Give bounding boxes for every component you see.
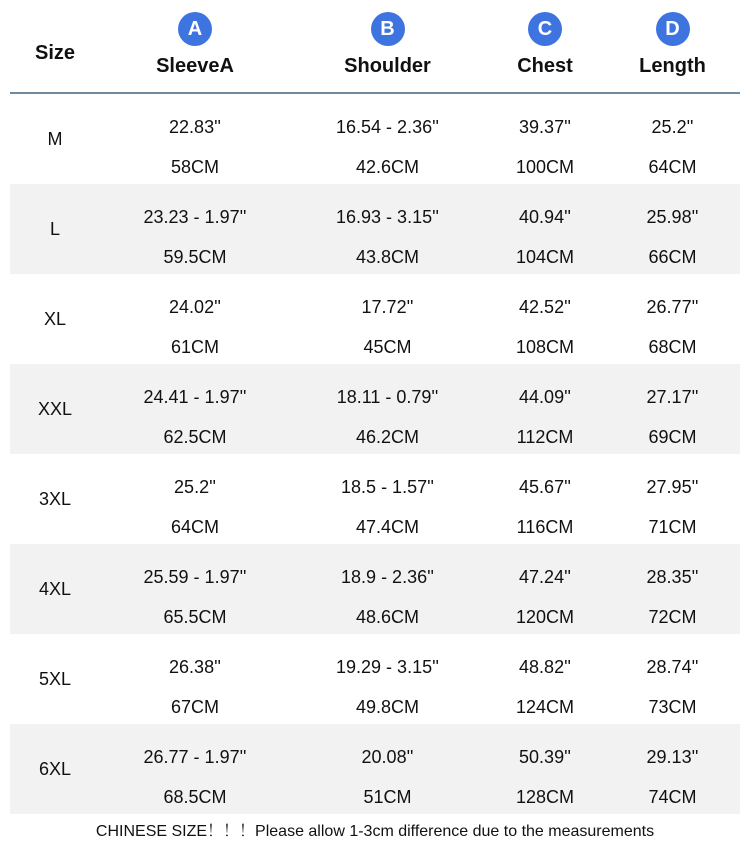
chest-cell bbox=[485, 274, 605, 364]
length-inches: 26.77'' bbox=[646, 297, 699, 317]
shoulder-centimeters: 43.8CM bbox=[355, 247, 420, 267]
shoulder-cell bbox=[290, 544, 485, 634]
sleeve-cell bbox=[100, 274, 290, 364]
table-row bbox=[10, 184, 740, 274]
shoulder-inches: 16.93 - 3.15'' bbox=[336, 207, 439, 227]
shoulder-cell bbox=[290, 94, 485, 184]
size-header-label: Size bbox=[34, 42, 76, 64]
length-inches: 29.13'' bbox=[646, 747, 699, 767]
chest-inches: 39.37'' bbox=[519, 117, 571, 137]
sleeve-cell bbox=[100, 724, 290, 814]
chest-centimeters: 128CM bbox=[515, 787, 575, 807]
chest-inches: 44.09'' bbox=[519, 387, 571, 407]
chest-centimeters: 112CM bbox=[516, 427, 574, 447]
shoulder-cell bbox=[290, 274, 485, 364]
chest-centimeters: 120CM bbox=[515, 607, 575, 627]
size-cell: XXL bbox=[37, 399, 73, 419]
shoulder-centimeters: 42.6CM bbox=[355, 157, 420, 177]
length-header-label: Length bbox=[639, 55, 706, 77]
length-centimeters: 64CM bbox=[648, 157, 697, 177]
shoulder-centimeters: 51CM bbox=[363, 787, 412, 807]
length-centimeters: 74CM bbox=[648, 787, 697, 807]
length-centimeters: 73CM bbox=[648, 697, 697, 717]
shoulder-inches: 20.08'' bbox=[361, 747, 414, 767]
shoulder-cell bbox=[290, 724, 485, 814]
table-row bbox=[10, 454, 740, 544]
sleeve-badge-icon: A bbox=[178, 12, 212, 46]
size-table-body bbox=[10, 94, 740, 814]
size-column-header bbox=[10, 0, 100, 92]
chest-cell bbox=[485, 724, 605, 814]
length-centimeters: 66CM bbox=[648, 247, 697, 267]
chest-inches: 48.82'' bbox=[519, 657, 571, 677]
sleeve-column-header bbox=[100, 0, 290, 92]
table-header bbox=[10, 0, 740, 92]
chest-inches: 42.52'' bbox=[519, 297, 571, 317]
shoulder-header-label: Shoulder bbox=[344, 55, 431, 77]
sleeve-inches: 23.23 - 1.97'' bbox=[143, 207, 247, 227]
length-cell bbox=[605, 634, 740, 724]
sleeve-centimeters: 65.5CM bbox=[163, 607, 227, 627]
chest-badge-icon: C bbox=[528, 12, 562, 46]
length-cell bbox=[605, 544, 740, 634]
shoulder-cell bbox=[290, 454, 485, 544]
sleeve-cell bbox=[100, 364, 290, 454]
sleeve-centimeters: 58CM bbox=[170, 157, 219, 177]
sleeve-header-label: SleeveA bbox=[156, 55, 234, 77]
shoulder-cell bbox=[290, 184, 485, 274]
length-column-header bbox=[605, 0, 740, 92]
shoulder-centimeters: 46.2CM bbox=[355, 427, 420, 447]
length-centimeters: 68CM bbox=[648, 337, 697, 357]
shoulder-column-header bbox=[290, 0, 485, 92]
length-inches: 28.35'' bbox=[646, 567, 699, 587]
shoulder-centimeters: 49.8CM bbox=[355, 697, 420, 717]
chest-inches: 40.94'' bbox=[519, 207, 571, 227]
shoulder-inches: 18.5 - 1.57'' bbox=[341, 477, 434, 497]
sleeve-inches: 25.2'' bbox=[174, 477, 216, 497]
sleeve-centimeters: 67CM bbox=[170, 697, 219, 717]
chest-column-header bbox=[485, 0, 605, 92]
chest-centimeters: 108CM bbox=[515, 337, 575, 357]
chest-centimeters: 104CM bbox=[515, 247, 575, 267]
length-inches: 27.95'' bbox=[646, 477, 699, 497]
length-inches: 25.98'' bbox=[646, 207, 699, 227]
shoulder-cell bbox=[290, 634, 485, 724]
length-cell bbox=[605, 364, 740, 454]
table-row bbox=[10, 94, 740, 184]
chest-inches: 47.24'' bbox=[519, 567, 571, 587]
chest-centimeters: 100CM bbox=[515, 157, 575, 177]
length-centimeters: 71CM bbox=[648, 517, 697, 537]
size-cell: 3XL bbox=[38, 489, 72, 509]
length-cell bbox=[605, 454, 740, 544]
length-cell bbox=[605, 274, 740, 364]
table-row bbox=[10, 724, 740, 814]
shoulder-cell bbox=[290, 364, 485, 454]
sleeve-inches: 26.77 - 1.97'' bbox=[143, 747, 247, 767]
sleeve-centimeters: 68.5CM bbox=[163, 787, 227, 807]
table-row bbox=[10, 274, 740, 364]
chest-cell bbox=[485, 634, 605, 724]
sleeve-centimeters: 61CM bbox=[170, 337, 219, 357]
sleeve-centimeters: 62.5CM bbox=[163, 427, 227, 447]
size-cell: 5XL bbox=[38, 669, 72, 689]
sleeve-centimeters: 64CM bbox=[170, 517, 219, 537]
size-disclaimer: CHINESE SIZE！！！Please allow 1-3cm difference due to the measurements bbox=[95, 823, 655, 840]
chest-cell bbox=[485, 364, 605, 454]
length-centimeters: 69CM bbox=[648, 427, 697, 447]
length-badge-icon: D bbox=[656, 12, 690, 46]
shoulder-centimeters: 48.6CM bbox=[355, 607, 420, 627]
size-cell: L bbox=[49, 219, 60, 239]
sleeve-cell bbox=[100, 184, 290, 274]
length-inches: 25.2'' bbox=[651, 117, 694, 137]
sleeve-inches: 26.38'' bbox=[169, 657, 221, 677]
size-cell: 6XL bbox=[38, 759, 72, 779]
size-cell: M bbox=[47, 129, 63, 149]
chest-cell bbox=[485, 544, 605, 634]
shoulder-inches: 16.54 - 2.36'' bbox=[336, 117, 439, 137]
chest-cell bbox=[485, 184, 605, 274]
length-cell bbox=[605, 184, 740, 274]
sleeve-inches: 24.02'' bbox=[169, 297, 221, 317]
shoulder-inches: 18.11 - 0.79'' bbox=[336, 387, 439, 407]
table-row bbox=[10, 634, 740, 724]
shoulder-inches: 18.9 - 2.36'' bbox=[341, 567, 434, 587]
table-row bbox=[10, 544, 740, 634]
shoulder-inches: 17.72'' bbox=[361, 297, 414, 317]
chest-cell bbox=[485, 454, 605, 544]
shoulder-centimeters: 47.4CM bbox=[355, 517, 420, 537]
sleeve-inches: 25.59 - 1.97'' bbox=[143, 567, 247, 587]
length-inches: 27.17'' bbox=[646, 387, 699, 407]
table-row bbox=[10, 364, 740, 454]
size-cell: XL bbox=[43, 309, 67, 329]
sleeve-cell bbox=[100, 94, 290, 184]
length-centimeters: 72CM bbox=[648, 607, 697, 627]
shoulder-badge-icon: B bbox=[371, 12, 405, 46]
chest-centimeters: 116CM bbox=[516, 517, 574, 537]
size-cell: 4XL bbox=[38, 579, 72, 599]
chest-header-label: Chest bbox=[517, 55, 573, 77]
shoulder-centimeters: 45CM bbox=[363, 337, 412, 357]
sleeve-centimeters: 59.5CM bbox=[163, 247, 227, 267]
length-cell bbox=[605, 94, 740, 184]
length-cell bbox=[605, 724, 740, 814]
sleeve-cell bbox=[100, 634, 290, 724]
shoulder-inches: 19.29 - 3.15'' bbox=[336, 657, 439, 677]
sleeve-inches: 24.41 - 1.97'' bbox=[143, 387, 247, 407]
length-inches: 28.74'' bbox=[646, 657, 699, 677]
sleeve-inches: 22.83'' bbox=[169, 117, 221, 137]
chest-centimeters: 124CM bbox=[515, 697, 575, 717]
sleeve-cell bbox=[100, 544, 290, 634]
chest-inches: 45.67'' bbox=[519, 477, 571, 497]
sleeve-cell bbox=[100, 454, 290, 544]
chest-cell bbox=[485, 94, 605, 184]
chest-inches: 50.39'' bbox=[519, 747, 571, 767]
